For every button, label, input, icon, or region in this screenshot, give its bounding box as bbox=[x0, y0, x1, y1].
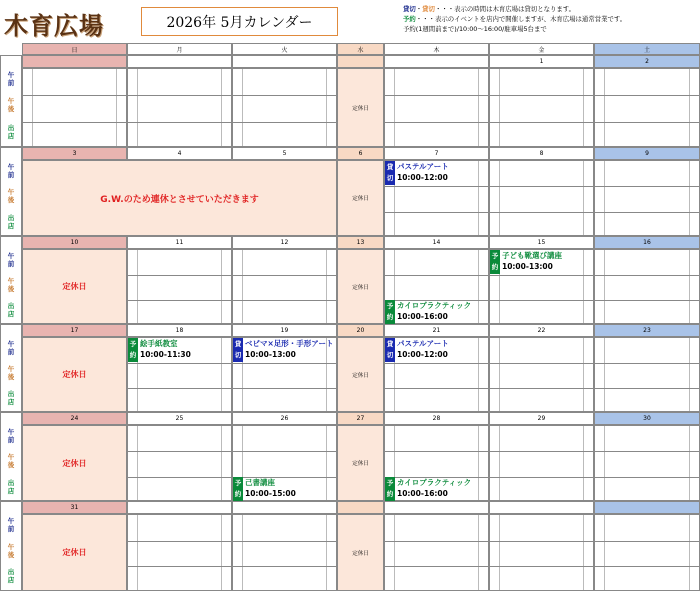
day-cell[interactable] bbox=[594, 249, 700, 324]
day-number bbox=[337, 55, 384, 68]
cell-inner bbox=[242, 515, 327, 590]
day-cell[interactable] bbox=[232, 514, 337, 591]
slot-divider bbox=[595, 212, 699, 213]
event-tag: 貸 切 bbox=[233, 338, 243, 362]
slot-divider bbox=[490, 300, 593, 301]
day-cell[interactable] bbox=[22, 68, 127, 147]
weekday-header: 土 bbox=[594, 43, 700, 55]
label-column bbox=[0, 324, 22, 412]
day-number: 20 bbox=[337, 324, 384, 337]
slot-label-am: 午 前 bbox=[7, 517, 15, 533]
slot-label-pm: 午 後 bbox=[7, 542, 15, 559]
day-number: 27 bbox=[337, 412, 384, 425]
event-time: 10:00-16:00 bbox=[397, 488, 448, 498]
slot-divider bbox=[595, 122, 699, 123]
day-number: 19 bbox=[232, 324, 337, 337]
day-cell[interactable] bbox=[127, 68, 232, 147]
closed-day: 定休日 bbox=[337, 68, 384, 147]
cell-inner bbox=[394, 515, 479, 590]
event-title: パステルアート bbox=[397, 162, 449, 171]
slot-divider bbox=[128, 541, 231, 542]
day-cell[interactable] bbox=[489, 68, 594, 147]
day-number bbox=[384, 501, 489, 514]
day-number: 16 bbox=[594, 236, 700, 249]
event-title: 己書講座 bbox=[245, 477, 275, 487]
slot-divider bbox=[385, 122, 488, 123]
day-number: 9 bbox=[594, 147, 700, 160]
event-title: 子ども靴選び講座 bbox=[502, 251, 562, 260]
day-number: 5 bbox=[232, 147, 337, 160]
day-cell[interactable] bbox=[594, 160, 700, 236]
event-time: 10:00-11:30 bbox=[140, 350, 191, 359]
event-time: 10:00-13:00 bbox=[245, 350, 296, 359]
slot-label-out: 出 店 bbox=[7, 568, 15, 585]
closed-day: 定休日 bbox=[337, 249, 384, 324]
slot-divider bbox=[385, 388, 488, 389]
day-cell[interactable] bbox=[489, 514, 594, 591]
slot-divider bbox=[233, 363, 336, 364]
cell-inner bbox=[137, 426, 222, 500]
slot-divider bbox=[23, 95, 126, 96]
day-number: 8 bbox=[489, 147, 594, 160]
day-number bbox=[232, 501, 337, 514]
day-number: 26 bbox=[232, 412, 337, 425]
day-number bbox=[22, 55, 127, 68]
day-cell[interactable] bbox=[489, 425, 594, 501]
day-cell[interactable] bbox=[127, 425, 232, 501]
slot-divider bbox=[385, 186, 488, 187]
day-number: 25 bbox=[127, 412, 232, 425]
slot-divider bbox=[490, 363, 593, 364]
cell-inner bbox=[499, 69, 584, 146]
slot-divider bbox=[490, 388, 593, 389]
day-number: 31 bbox=[22, 501, 127, 514]
day-number: 2 bbox=[594, 55, 700, 68]
slot-label-out: 出 店 bbox=[7, 213, 15, 230]
gw-notice: G.W.のため連休とさせていただきます bbox=[22, 160, 337, 236]
day-cell[interactable] bbox=[489, 160, 594, 236]
day-number: 18 bbox=[127, 324, 232, 337]
slot-divider bbox=[595, 300, 699, 301]
event-item[interactable] bbox=[128, 338, 191, 362]
slot-label-am: 午 前 bbox=[7, 163, 15, 179]
day-number: 17 bbox=[22, 324, 127, 337]
slot-divider bbox=[233, 95, 336, 96]
slot-label-out: 出 店 bbox=[7, 123, 15, 140]
event-tag: 貸 切 bbox=[385, 161, 395, 185]
day-number bbox=[594, 501, 700, 514]
day-cell[interactable] bbox=[384, 68, 489, 147]
slot-divider bbox=[490, 275, 593, 276]
day-number: 1 bbox=[489, 55, 594, 68]
event-time: 10:00-13:00 bbox=[502, 262, 553, 271]
event-tag: 予 約 bbox=[128, 338, 138, 362]
slot-divider bbox=[233, 275, 336, 276]
event-item[interactable] bbox=[385, 477, 471, 501]
cell-inner bbox=[604, 161, 690, 235]
event-text bbox=[395, 477, 471, 499]
slot-divider bbox=[595, 363, 699, 364]
slot-divider bbox=[128, 300, 231, 301]
day-number: 22 bbox=[489, 324, 594, 337]
day-number: 10 bbox=[22, 236, 127, 249]
slot-divider bbox=[233, 122, 336, 123]
closed-day: 定休日 bbox=[22, 249, 127, 324]
day-cell[interactable] bbox=[384, 514, 489, 591]
event-item[interactable] bbox=[490, 250, 562, 274]
closed-day: 定休日 bbox=[22, 514, 127, 591]
day-cell[interactable] bbox=[594, 514, 700, 591]
day-number: 23 bbox=[594, 324, 700, 337]
slot-divider bbox=[128, 566, 231, 567]
day-number: 6 bbox=[337, 147, 384, 160]
slot-divider bbox=[128, 451, 231, 452]
slot-divider bbox=[595, 95, 699, 96]
day-cell[interactable] bbox=[594, 337, 700, 412]
closed-day: 定休日 bbox=[337, 160, 384, 236]
slot-divider bbox=[128, 95, 231, 96]
cell-inner bbox=[604, 515, 690, 590]
day-number bbox=[127, 501, 232, 514]
day-cell[interactable] bbox=[489, 337, 594, 412]
slot-divider bbox=[595, 186, 699, 187]
closed-day: 定休日 bbox=[22, 425, 127, 501]
day-number: 21 bbox=[384, 324, 489, 337]
event-time: 10:00-15:00 bbox=[245, 488, 296, 498]
day-cell[interactable] bbox=[232, 68, 337, 147]
slot-label-am: 午 前 bbox=[7, 340, 15, 356]
slot-divider bbox=[490, 212, 593, 213]
cell-inner bbox=[499, 426, 584, 500]
slot-label-out: 出 店 bbox=[7, 390, 15, 406]
day-number: 29 bbox=[489, 412, 594, 425]
slot-label-pm: 午 後 bbox=[7, 97, 15, 114]
slot-divider bbox=[595, 541, 699, 542]
slot-divider bbox=[490, 95, 593, 96]
slot-divider bbox=[490, 541, 593, 542]
day-cell[interactable] bbox=[127, 514, 232, 591]
label-column bbox=[0, 55, 22, 147]
cell-inner bbox=[499, 515, 584, 590]
cell-inner bbox=[242, 250, 327, 323]
event-text bbox=[395, 300, 471, 322]
slot-divider bbox=[385, 212, 488, 213]
slot-divider bbox=[385, 566, 488, 567]
event-title: パステルアート bbox=[397, 339, 449, 348]
cell-inner bbox=[604, 426, 690, 500]
slot-divider bbox=[595, 388, 699, 389]
day-cell[interactable] bbox=[594, 425, 700, 501]
slot-label-out: 出 店 bbox=[7, 478, 15, 495]
day-number: 28 bbox=[384, 412, 489, 425]
slot-divider bbox=[385, 451, 488, 452]
slot-label-am: 午 前 bbox=[7, 71, 15, 87]
slot-label-out: 出 店 bbox=[7, 302, 15, 318]
weekday-header: 金 bbox=[489, 43, 594, 55]
closed-day: 定休日 bbox=[337, 425, 384, 501]
cell-inner bbox=[499, 161, 584, 235]
event-item[interactable] bbox=[385, 161, 449, 185]
slot-divider bbox=[595, 451, 699, 452]
slot-divider bbox=[233, 300, 336, 301]
day-number bbox=[384, 55, 489, 68]
event-text bbox=[395, 338, 449, 360]
event-tag: 予 約 bbox=[385, 477, 395, 501]
day-number bbox=[489, 501, 594, 514]
day-number bbox=[232, 55, 337, 68]
event-text bbox=[243, 338, 334, 360]
event-title: カイロプラクティック bbox=[397, 301, 472, 310]
cell-inner bbox=[499, 338, 584, 411]
calendar bbox=[0, 43, 700, 591]
event-title: ベビマ×足形・手形アート bbox=[245, 339, 334, 348]
day-number: 14 bbox=[384, 236, 489, 249]
weekday-header: 月 bbox=[127, 43, 232, 55]
slot-divider bbox=[385, 541, 488, 542]
slot-divider bbox=[128, 122, 231, 123]
event-title: 絵手紙教室 bbox=[140, 339, 178, 348]
day-cell[interactable] bbox=[127, 249, 232, 324]
slot-divider bbox=[128, 363, 231, 364]
closed-day: 定休日 bbox=[337, 337, 384, 412]
label-column bbox=[0, 236, 22, 324]
event-time: 10:00-16:00 bbox=[397, 312, 448, 321]
slot-label-pm: 午 後 bbox=[7, 453, 15, 470]
slot-divider bbox=[233, 541, 336, 542]
event-text bbox=[500, 250, 562, 272]
slot-label-am: 午 前 bbox=[7, 428, 15, 444]
day-number: 11 bbox=[127, 236, 232, 249]
day-cell[interactable] bbox=[594, 68, 700, 147]
slot-divider bbox=[128, 388, 231, 389]
label-column bbox=[0, 412, 22, 501]
cell-inner bbox=[137, 250, 222, 323]
event-title: カイロプラクティック bbox=[397, 477, 472, 487]
slot-label-pm: 午 後 bbox=[7, 188, 15, 205]
closed-day: 定休日 bbox=[22, 337, 127, 412]
slot-label-pm: 午 後 bbox=[7, 365, 15, 381]
slot-divider bbox=[128, 275, 231, 276]
slot-divider bbox=[23, 122, 126, 123]
weekday-header: 日 bbox=[22, 43, 127, 55]
slot-label-pm: 午 後 bbox=[7, 277, 15, 293]
slot-divider bbox=[595, 566, 699, 567]
label-column bbox=[0, 501, 22, 591]
weekday-header: 木 bbox=[384, 43, 489, 55]
cell-inner bbox=[32, 69, 117, 146]
slot-divider bbox=[233, 388, 336, 389]
slot-divider bbox=[385, 275, 488, 276]
slot-divider bbox=[595, 275, 699, 276]
event-text bbox=[138, 338, 191, 360]
event-time: 10:00-12:00 bbox=[397, 173, 448, 182]
event-tag: 予 約 bbox=[490, 250, 500, 274]
day-number: 4 bbox=[127, 147, 232, 160]
cell-inner bbox=[604, 250, 690, 323]
slot-divider bbox=[385, 95, 488, 96]
day-number: 24 bbox=[22, 412, 127, 425]
day-number bbox=[127, 55, 232, 68]
event-tag: 予 約 bbox=[385, 300, 395, 324]
cell-inner bbox=[137, 69, 222, 146]
event-item[interactable] bbox=[385, 338, 449, 362]
cell-inner bbox=[604, 69, 690, 146]
cell-inner bbox=[242, 69, 327, 146]
day-number: 13 bbox=[337, 236, 384, 249]
slot-divider bbox=[490, 566, 593, 567]
event-tag: 貸 切 bbox=[385, 338, 395, 362]
slot-divider bbox=[128, 477, 231, 478]
page-title: 2026年 5月カレンダー bbox=[141, 7, 338, 36]
slot-label-am: 午 前 bbox=[7, 252, 15, 268]
day-number: 30 bbox=[594, 412, 700, 425]
day-number: 15 bbox=[489, 236, 594, 249]
logo: 木育広場 bbox=[4, 12, 104, 40]
event-time: 10:00-12:00 bbox=[397, 350, 448, 359]
slot-divider bbox=[490, 186, 593, 187]
event-text bbox=[243, 477, 296, 499]
slot-divider bbox=[490, 451, 593, 452]
event-tag: 予 約 bbox=[233, 477, 243, 501]
event-item[interactable] bbox=[233, 477, 296, 501]
day-number bbox=[337, 501, 384, 514]
weekday-header: 火 bbox=[232, 43, 337, 55]
closed-day: 定休日 bbox=[337, 514, 384, 591]
day-cell[interactable] bbox=[232, 249, 337, 324]
cell-inner bbox=[604, 338, 690, 411]
label-column bbox=[0, 147, 22, 236]
weekday-header: 水 bbox=[337, 43, 384, 55]
slot-divider bbox=[490, 477, 593, 478]
notes: 貸切・貸切・・・表示の時間は木育広場は貸切となります。 予約・・・表示のイベントを店内で開催しますが、木育広場は通常営業です。 予約(1週間前まで)/10:00～16:00/駐車場5台まで bbox=[403, 5, 627, 33]
cell-inner bbox=[137, 515, 222, 590]
event-text bbox=[395, 161, 449, 183]
day-number: 3 bbox=[22, 147, 127, 160]
day-number: 7 bbox=[384, 147, 489, 160]
day-number: 12 bbox=[232, 236, 337, 249]
event-item[interactable] bbox=[233, 338, 334, 362]
slot-divider bbox=[233, 566, 336, 567]
cell-inner bbox=[394, 69, 479, 146]
slot-divider bbox=[385, 363, 488, 364]
event-item[interactable] bbox=[385, 300, 471, 324]
slot-divider bbox=[233, 451, 336, 452]
slot-divider bbox=[595, 477, 699, 478]
slot-divider bbox=[490, 122, 593, 123]
